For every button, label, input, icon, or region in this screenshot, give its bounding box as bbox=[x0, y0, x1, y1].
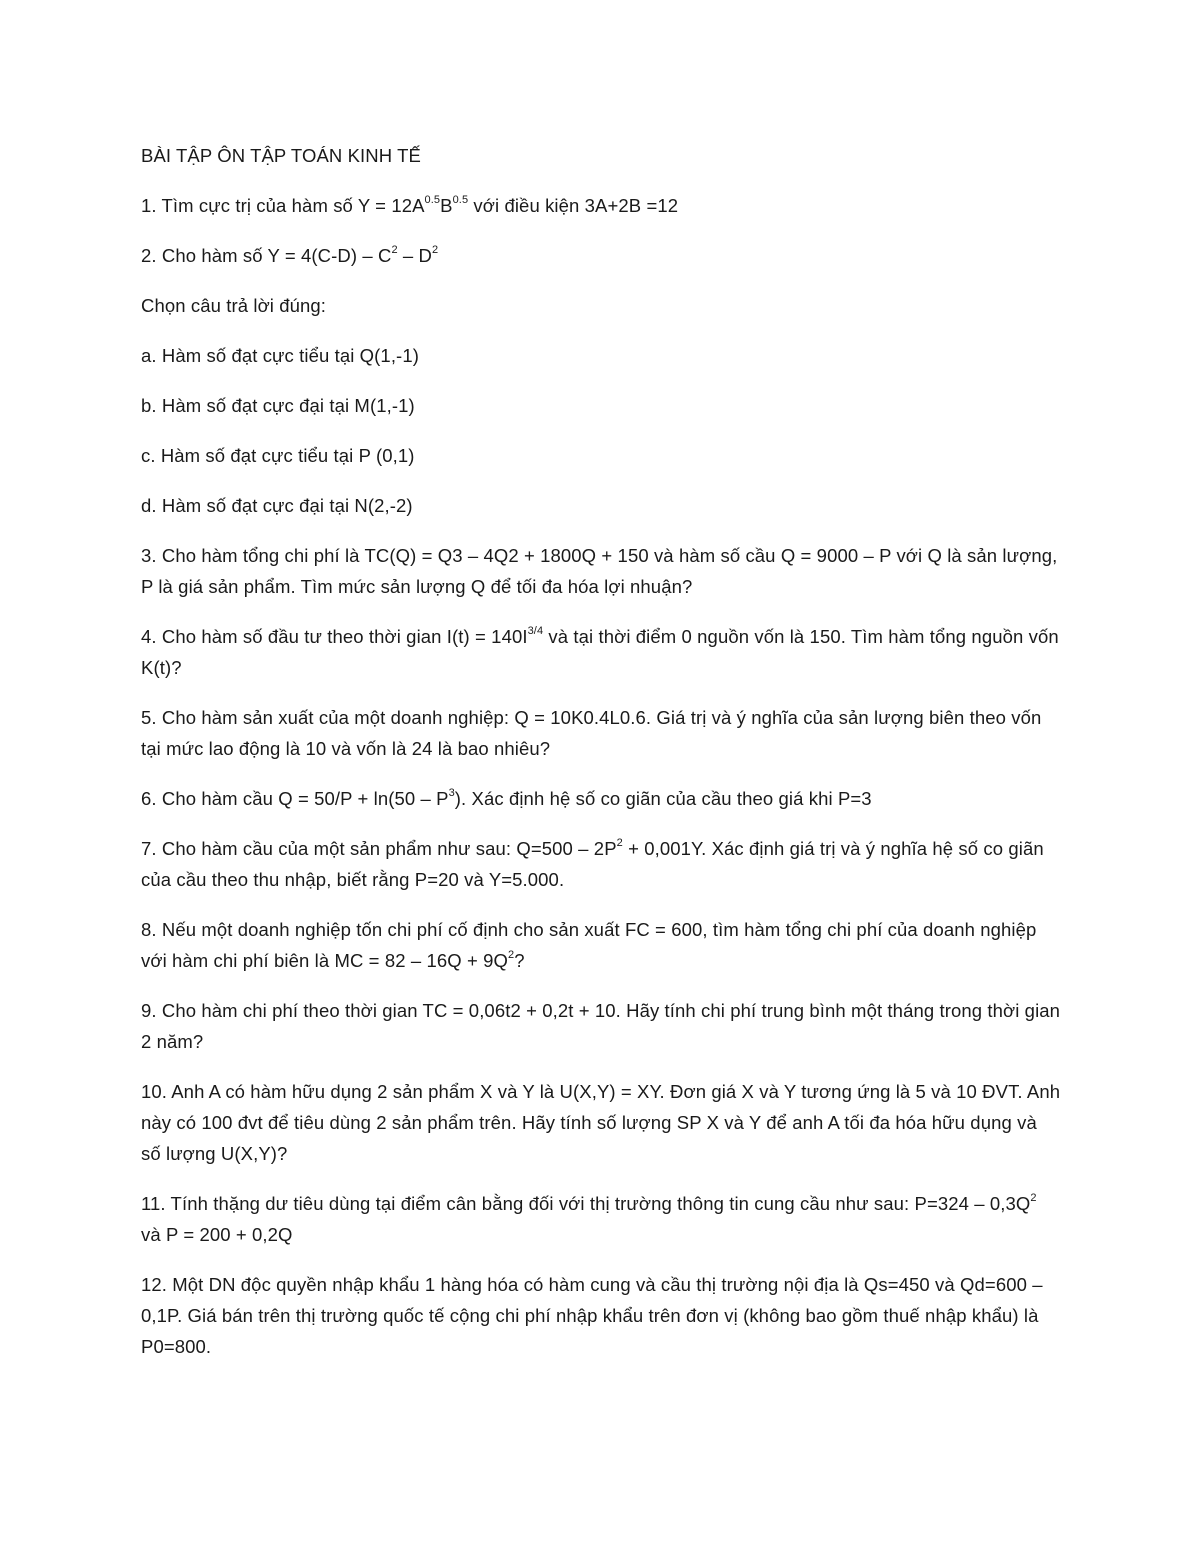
question-9: 9. Cho hàm chi phí theo thời gian TC = 0,06t2 + 0,2t + 10. Hãy tính chi phí trung bình một tháng trong thời gian 2 năm? bbox=[141, 1000, 1061, 1052]
exponent: 3 bbox=[448, 786, 455, 799]
option-c: c. Hàm số đạt cực tiểu tại P (0,1) bbox=[141, 445, 415, 466]
exponent: 3/4 bbox=[527, 624, 544, 637]
question-8: 8. Nếu một doanh nghiệp tốn chi phí cố định cho sản xuất FC = 600, tìm hàm tổng chi phí của doanh nghiệp với hàm chi phí biên là MC = $82 - 16Q + 9Q^2$? bbox=[141, 919, 1037, 971]
question-12: 12. Một DN độc quyền nhập khẩu 1 hàng hóa có hàm cung và cầu thị trường nội địa là Qs=450 và Qd=600 – 0,1P. Giá bán trên thị trường quốc tế cộng chi phí nhập khẩu trên đơn vị (không bao gồm thuế nhập khẩu) là P0=800. bbox=[141, 1274, 1043, 1357]
question-11: 11. Tính thặng dư tiêu dùng tại điểm cân bằng đối với thị trường thông tin cung cầu như sau: $P=324 - 0,3Q^2$ và P = 200 + 0,2Q bbox=[141, 1191, 1037, 1245]
question-2-prompt: Chọn câu trả lời đúng: bbox=[141, 295, 327, 316]
option-d: d. Hàm số đạt cực đại tại N(2,-2) bbox=[141, 495, 413, 516]
question-1: 1. Tìm cực trị của hàm số $Y = 12A^{0.5}B^{0.5}$ với điều kiện 3A+2B =12 bbox=[141, 193, 679, 216]
document-title: BÀI TẬP ÔN TẬP TOÁN KINH TẾ bbox=[141, 145, 421, 166]
exponent: 0.5 bbox=[424, 193, 441, 206]
document-body bbox=[141, 140, 1061, 1381]
exponent: 2 bbox=[391, 243, 398, 256]
exponent: 2 bbox=[616, 836, 623, 849]
option-a: a. Hàm số đạt cực tiểu tại Q(1,-1) bbox=[141, 345, 419, 366]
exponent: 2 bbox=[1030, 1191, 1037, 1204]
option-b: b. Hàm số đạt cực đại tại M(1,-1) bbox=[141, 395, 415, 416]
question-2: 2. Cho hàm số $Y = 4(C-D) - C^2 - D^2$ bbox=[141, 243, 439, 266]
question-7: 7. Cho hàm cầu của một sản phẩm như sau: $Q=500 - 2P^2 + 0,001Y$. Xác định giá trị và ý nghĩa hệ số co giãn của cầu theo thu nhập, biết rằng P=20 và Y=5.000. bbox=[141, 836, 1044, 890]
question-3: 3. Cho hàm tổng chi phí là TC(Q) = Q3 – 4Q2 + 1800Q + 150 và hàm số cầu Q = 9000 – P với Q là sản lượng, P là giá sản phẩm. Tìm mức sản lượng Q để tối đa hóa lợi nhuận? bbox=[141, 545, 1058, 597]
question-4: 4. Cho hàm số đầu tư theo thời gian $I(t) = 140I^{3/4}$ và tại thời điểm 0 nguồn vốn là 150. Tìm hàm tổng nguồn vốn K(t)? bbox=[141, 624, 1059, 678]
exponent: 2 bbox=[432, 243, 439, 256]
exponent: 0.5 bbox=[452, 193, 469, 206]
question-10: 10. Anh A có hàm hữu dụng 2 sản phẩm X và Y là U(X,Y) = XY. Đơn giá X và Y tương ứng là 5 và 10 ĐVT. Anh này có 100 đvt để tiêu dùng 2 sản phẩm trên. Hãy tính số lượng SP X và Y để anh A tối đa hóa hữu dụng và số lượng U(X,Y)? bbox=[141, 1081, 1061, 1164]
question-6: 6. Cho hàm cầu $Q = 50/P + \ln(50 - P^3)$. Xác định hệ số co giãn của cầu theo giá khi P=3 bbox=[141, 786, 872, 809]
question-5: 5. Cho hàm sản xuất của một doanh nghiệp: Q = 10K0.4L0.6. Giá trị và ý nghĩa của sản lượng biên theo vốn tại mức lao động là 10 và vốn là 24 là bao nhiêu? bbox=[141, 707, 1042, 759]
exponent: 2 bbox=[508, 948, 515, 961]
